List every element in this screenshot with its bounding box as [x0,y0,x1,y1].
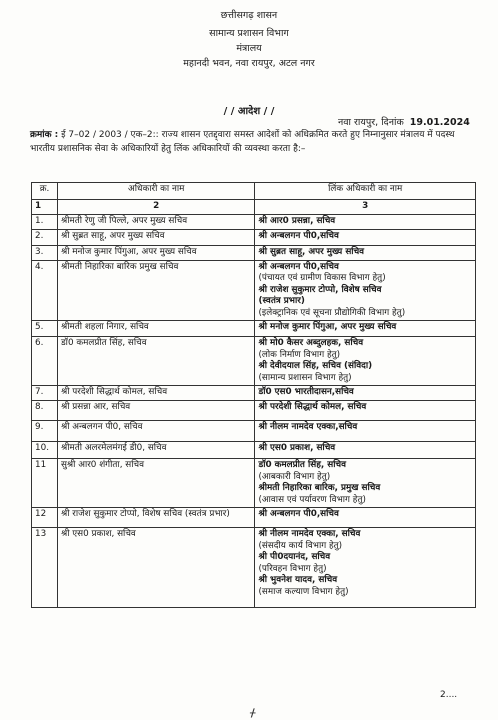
ref-label: क्रमांक : [30,130,59,140]
row-officer-name: श्री परदेशी सिद्धार्थ कोमल, सचिव [57,386,255,401]
row-officer-name: श्रीमती शहला निगार, सचिव [57,321,255,337]
link-officer-department: (पंचायत एवं ग्रामीण विकास विभाग हेतु) [258,273,386,283]
table-row [32,421,476,442]
link-officer-name: श्री मनोज कुमार पिंगुआ, अपर मुख्य सचिव [258,322,397,332]
row-officer-name: डॉ0 कमलप्रीत सिंह, सचिव [57,337,255,386]
table-row [32,401,476,421]
row-officer-name: श्रीमती रेणु जी पिल्ले, अपर मुख्य सचिव [57,215,255,230]
link-officer-name: श्री देवीदयाल सिंह, सचिव (संविदा) [258,361,373,371]
row-serial: 11 [32,459,58,508]
table-row [32,386,476,401]
row-officer-name: श्री सुब्रत साहू, अपर मुख्य सचिव [57,229,255,245]
row-link-officers [255,421,476,442]
margin-mark: ᚋ [250,706,256,719]
row-link-officers [255,442,476,459]
link-officer-name: श्रीमती निहारिका बारिक, प्रमुख सचिव [258,483,381,493]
row-link-officers [255,321,476,337]
row-link-officers [255,459,476,508]
link-officer-department: (आबकारी विभाग हेतु) [258,471,331,482]
link-officer-name: श्री नीलम नामदेव एक्का, सचिव [258,529,361,539]
row-link-officers [255,386,476,401]
table-row [32,442,476,459]
row-officer-name: श्री प्रसन्ना आर, सचिव [57,401,255,421]
row-link-officers [255,245,476,260]
date-line [338,115,470,128]
link-officer-name: डॉ0 कमलप्रीत सिंह, सचिव [258,460,346,470]
table-row [32,337,476,386]
link-officer-department: (इलेक्ट्रानिक एवं सूचना प्रौद्योगिकी विभाग हेतु) [258,307,406,318]
row-serial: 12 [32,508,58,528]
link-officer-department: (सामान्य प्रशासन विभाग हेतु) [258,372,352,383]
row-officer-name: सुश्री आर0 शंगीता, सचिव [57,459,255,508]
row-officer-name: श्री राजेश सुकुमार टोप्पो, विशेष सचिव (स्वतंत्र प्रभार) [57,508,255,528]
row-serial: 9. [32,421,58,442]
col-number-3: 3 [255,200,476,215]
ref-text: ई 7–02 / 2003 / एक–2:: राज्य शासन एतद्द्वारा समस्त आदेशों को अधिक्रमित करते हुए निम्नानुसार मंत्रालय में पदस्थ भारतीय प्रशासनिक सेवा के अधिकारियों हेतु लिंक अधिकारियों की व्यवस्था करता है:– [30,130,455,154]
row-officer-name: श्री अन्बलगन पी0, सचिव [57,421,255,442]
link-officer-name: श्री नीलम नामदेव एक्का,सचिव [258,422,358,432]
row-serial: 2. [32,229,58,245]
table-row [32,321,476,337]
table-row [32,260,476,321]
header-serial: क्र. [32,183,58,200]
row-officer-name: श्री एस0 प्रकाश, सचिव [57,528,255,608]
link-officer-table [31,182,476,608]
row-serial: 10. [32,442,58,459]
link-officer-department: (संसदीय कार्य विभाग हेतु) [258,540,343,551]
link-officer-name: श्री अन्बलगन पी0,सचिव [258,261,339,272]
row-link-officers [255,401,476,421]
order-intro [30,129,470,156]
link-officer-name: श्री मो0 कैसर अब्दुलहक, सचिव [258,338,364,348]
link-officer-charge: (स्वतंत्र प्रभार) [258,296,305,306]
link-officer-name: श्री राजेश सुकुमार टोप्पो, विशेष सचिव [258,284,382,295]
row-link-officers [255,508,476,528]
header-link-officer: लिंक अधिकारी का नाम [255,183,476,200]
link-officer-department: (परिवहन विभाग हेतु) [258,563,327,574]
link-officer-name: डॉ0 एस0 भारतीदासन,सचिव [258,387,354,397]
order-title: / / आदेश / / [223,106,275,117]
row-serial: 8. [32,401,58,421]
ministry-name: मंत्रालय [236,43,262,54]
link-officer-name: श्री परदेशी सिद्धार्थ कोमल, सचिव [258,402,367,412]
table-row [32,229,476,245]
link-officer-name: श्री एस0 प्रकाश, सचिव [258,443,336,453]
department-name: सामान्य प्रशासन विभाग [209,28,289,39]
link-officer-name: श्री भुवनेश यादव, सचिव [258,575,338,585]
row-serial: 6. [32,337,58,386]
row-link-officers [255,528,476,608]
govt-name: छत्तीसगढ़ शासन [220,10,278,21]
next-page-marker: 2.... [440,690,458,700]
table-row [32,508,476,528]
row-link-officers [255,260,476,321]
link-officer-department: (लोक निर्माण विभाग हेतु) [258,349,341,360]
row-serial: 4. [32,260,58,321]
table-row [32,459,476,508]
row-link-officers [255,215,476,230]
table-header-row [32,183,476,200]
header-officer: अधिकारी का नाम [57,183,255,200]
date-label: नवा रायपुर, दिनांक [338,117,404,128]
row-officer-name: श्रीमती निहारिका बारिक प्रमुख सचिव [57,260,255,321]
row-officer-name: श्री मनोज कुमार पिंगुआ, अपर मुख्य सचिव [57,245,255,260]
address-line: महानदी भवन, नवा रायपुर, अटल नगर [183,58,315,69]
row-serial: 5. [32,321,58,337]
col-number-2: 2 [57,200,255,215]
column-number-row [32,200,476,215]
row-officer-name: श्रीमती अलरमेलमंगई डी0, सचिव [57,442,255,459]
link-officer-name: श्री पी0दयानंद, सचिव [258,552,331,562]
row-serial: 3. [32,245,58,260]
row-serial: 13 [32,528,58,608]
link-officer-name: श्री सुब्रत साहू, अपर मुख्य सचिव [258,246,365,257]
row-link-officers [255,337,476,386]
link-officer-name: श्री अन्बलगन पी0,सचिव [258,230,339,241]
table-body [32,215,476,608]
row-link-officers [255,229,476,245]
table-row [32,245,476,260]
link-officer-department: (आवास एवं पर्यावरण विभाग हेतु) [258,494,366,505]
row-serial: 1. [32,215,58,230]
link-officer-name: श्री अन्बलगन पी0,सचिव [258,509,339,519]
row-serial: 7. [32,386,58,401]
table-row [32,215,476,230]
link-officer-department: (समाज कल्याण विभाग हेतु) [258,586,349,597]
date-value: 19.01.2024 [409,117,470,128]
table-row [32,528,476,608]
link-officer-name: श्री आर0 प्रसन्ना, सचिव [258,216,336,226]
col-number-1: 1 [32,200,58,215]
